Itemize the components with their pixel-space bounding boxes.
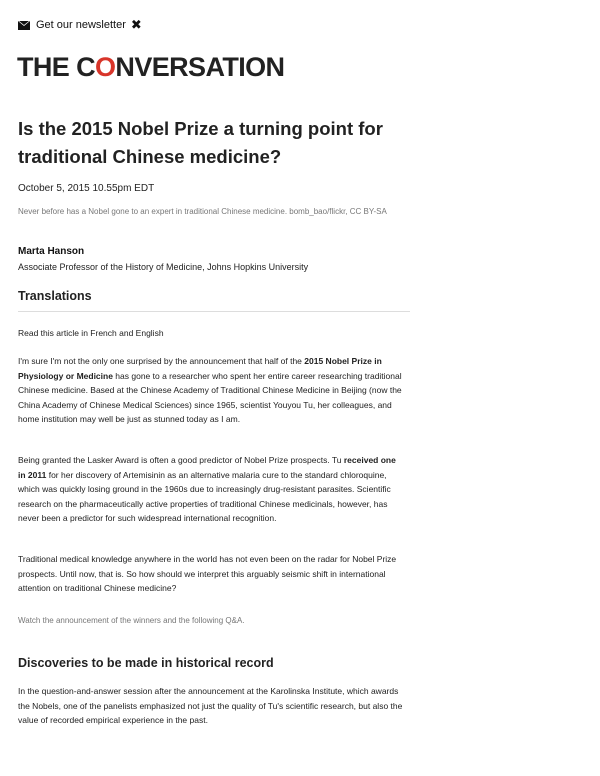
newsletter-bar[interactable] xyxy=(18,17,142,33)
p2-text-b: for her discovery of Artemisinin as an alternative malaria cure to the standard chloroquine, which was quickly losing ground in the 1960s due to increasingly drug-resistant parasites. Scientific research on the pharmaceutically active properties of traditional Chinese medicinals, however, has never been a predictor for such widespread international recognition. xyxy=(18,469,391,523)
paragraph-2 xyxy=(18,453,403,526)
video-caption: Watch the announcement of the winners and the following Q&A. xyxy=(18,616,245,625)
link-nobel-prize[interactable]: 2015 Nobel Prize in Physiology or Medicine xyxy=(18,356,382,381)
image-caption: Never before has a Nobel gone to an expert in traditional Chinese medicine. bomb_bao/flickr, CC BY-SA xyxy=(18,207,387,216)
link-english[interactable]: English xyxy=(135,328,164,338)
close-icon[interactable]: ✖ xyxy=(130,17,142,32)
logo-speech-bubble-o: O xyxy=(95,52,116,82)
translations-heading: Translations xyxy=(18,289,92,303)
section-heading-discoveries: Discoveries to be made in historical record xyxy=(18,656,274,670)
article-date: October 5, 2015 10.55pm EDT xyxy=(18,183,155,194)
read-and: and xyxy=(116,328,136,338)
envelope-icon xyxy=(18,21,30,30)
paragraph-3: Traditional medical knowledge anywhere in the world has not even been on the radar for Nobel Prize prospects. Until now, that is. So how should we interpret this arguably seismic shift in international attention on traditional Chinese medicine? xyxy=(18,554,397,593)
read-prefix: Read this article in xyxy=(18,328,91,338)
paragraph-4: In the question-and-answer session after the announcement at the Karolinska Institute, which awards the Nobels, one of the panelists emphasized not just the quality of Tu's scientific research, but also the value of recorded empirical experience in the past. xyxy=(18,686,403,725)
newsletter-link[interactable]: Get our newsletter xyxy=(36,19,126,31)
p1-text-a: I'm sure I'm not the only one surprised by the announcement that half of the xyxy=(18,356,305,366)
divider xyxy=(18,311,410,312)
article-title: Is the 2015 Nobel Prize a turning point for traditional Chinese medicine? xyxy=(18,118,383,167)
site-logo[interactable] xyxy=(17,52,284,83)
logo-text-start: THE C xyxy=(17,52,96,82)
author-role: Associate Professor of the History of Medicine, Johns Hopkins University xyxy=(18,262,309,272)
author-name[interactable]: Marta Hanson xyxy=(18,246,85,257)
paragraph-1 xyxy=(18,354,403,427)
p2-text-a: Being granted the Lasker Award is often a good predictor of Nobel Prize prospects. Tu xyxy=(18,455,344,465)
link-lasker-award[interactable]: received one in 2011 xyxy=(18,455,396,480)
translations-paragraph xyxy=(18,326,403,341)
logo-text-end: NVERSATION xyxy=(115,52,285,82)
p1-text-b: has gone to a researcher who spent her entire career researching traditional Chinese medicine. Based at the Chinese Academy of Traditional Chinese Medicine in Beijing (now the China Academy of Chinese Medical Sciences) since 1965, scientist Youyou Tu, her colleagues, and home institution may well be just as stunned today as I am. xyxy=(18,370,402,424)
link-french[interactable]: French xyxy=(90,328,117,338)
